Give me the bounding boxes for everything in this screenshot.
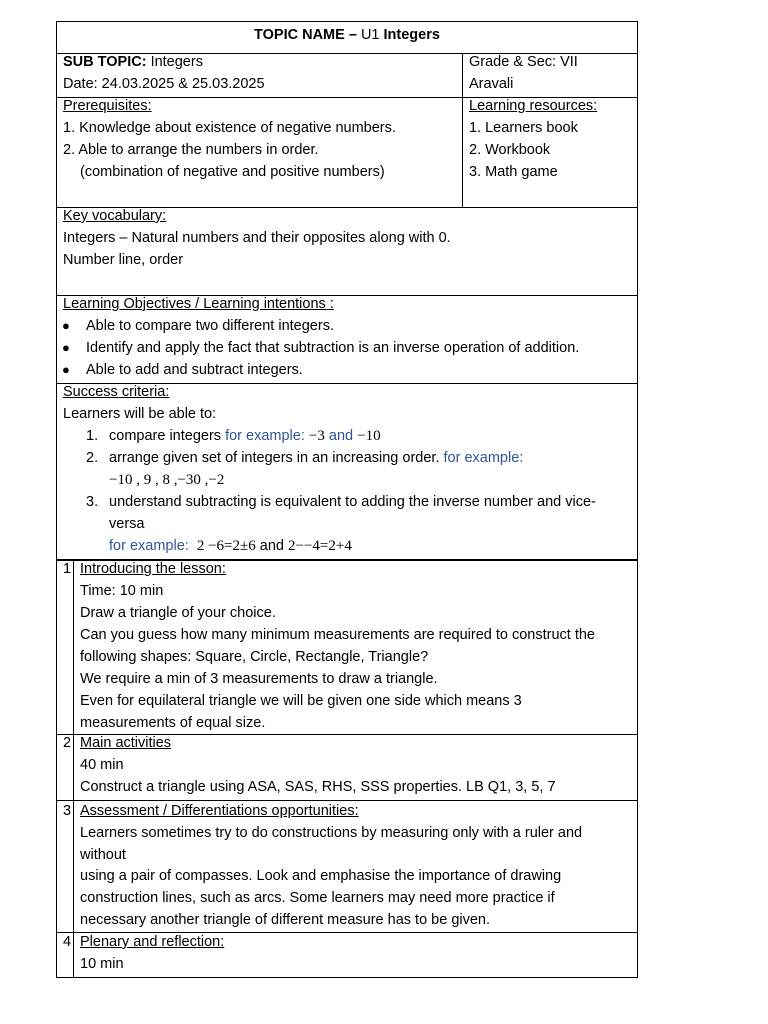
criterion-3-example: for example: 2 −6=2±6 and 2−−4=2+4 [109, 538, 352, 554]
criterion-1: compare integers for example: −3 and −10 [109, 428, 381, 444]
resources-title: Learning resources: [469, 98, 598, 114]
section-line: following shapes: Square, Circle, Rectangle, Triangle? [80, 649, 429, 665]
criterion-number: 2. [86, 450, 99, 466]
grade: Grade & Sec: VII [469, 54, 578, 70]
section-title: Assessment / Differentiations opportunities: [80, 803, 359, 819]
section-line: construction lines, such as arcs. Some learners may need more practice if [80, 890, 555, 906]
section-number: 4 [63, 934, 72, 950]
criterion-3-cont: versa [109, 516, 145, 532]
bullet-icon: ● [62, 340, 70, 355]
objectives-title: Learning Objectives / Learning intentions : [63, 296, 334, 312]
objective-item: Able to add and subtract integers. [86, 362, 303, 378]
section-line: without [80, 847, 126, 863]
vocabulary-line: Number line, order [63, 252, 184, 268]
section-line: 40 min [80, 757, 124, 773]
prerequisite-item: 2. Able to arrange the numbers in order. [63, 142, 319, 158]
prerequisite-item: (combination of negative and positive numbers) [80, 164, 385, 180]
criterion-number: 1. [86, 428, 99, 444]
resource-item: 2. Workbook [469, 142, 551, 158]
section-line: Even for equilateral triangle we will be given one side which means 3 [80, 693, 522, 709]
date: Date: 24.03.2025 & 25.03.2025 [63, 76, 265, 92]
criterion-number: 3. [86, 494, 99, 510]
section-number: 2 [63, 735, 72, 751]
criterion-2-example: −10 , 9 , 8 ,−30 ,−2 [109, 472, 225, 488]
criterion-3: understand subtracting is equivalent to adding the inverse number and vice- [109, 494, 596, 510]
vocabulary-line: Integers – Natural numbers and their opposites along with 0. [63, 230, 451, 246]
section: Aravali [469, 76, 514, 92]
topic-title: TOPIC NAME – U1 Integers [254, 27, 440, 43]
section-line: using a pair of compasses. Look and emphasise the importance of drawing [80, 868, 562, 884]
section-line: We require a min of 3 measurements to draw a triangle. [80, 671, 438, 687]
section-line: Construct a triangle using ASA, SAS, RHS, SSS properties. LB Q1, 3, 5, 7 [80, 779, 556, 795]
section-line: measurements of equal size. [80, 715, 266, 731]
subtopic: SUB TOPIC: Integers [63, 54, 203, 70]
section-line: Draw a triangle of your choice. [80, 605, 276, 621]
resource-item: 3. Math game [469, 164, 558, 180]
section-number: 3 [63, 803, 72, 819]
section-line: Time: 10 min [80, 583, 164, 599]
prerequisites-title: Prerequisites: [63, 98, 152, 114]
resource-item: 1. Learners book [469, 120, 578, 136]
vocabulary-title: Key vocabulary: [63, 208, 167, 224]
section-number: 1 [63, 561, 72, 577]
section-line: necessary another triangle of different measure has to be given. [80, 912, 491, 928]
section-line: Learners sometimes try to do constructions by measuring only with a ruler and [80, 825, 583, 841]
success-title: Success criteria: [63, 384, 170, 400]
bullet-icon: ● [62, 318, 70, 333]
objective-item: Able to compare two different integers. [86, 318, 334, 334]
criterion-2: arrange given set of integers in an increasing order. for example: [109, 450, 524, 466]
bullet-icon: ● [62, 362, 70, 377]
section-title: Main activities [80, 735, 172, 751]
success-intro: Learners will be able to: [63, 406, 217, 422]
section-line: Can you guess how many minimum measurements are required to construct the [80, 627, 595, 643]
objective-item: Identify and apply the fact that subtraction is an inverse operation of addition. [86, 340, 580, 356]
prerequisite-item: 1. Knowledge about existence of negative numbers. [63, 120, 396, 136]
section-line: 10 min [80, 956, 124, 972]
section-title: Plenary and reflection: [80, 934, 225, 950]
section-title: Introducing the lesson: [80, 561, 226, 577]
